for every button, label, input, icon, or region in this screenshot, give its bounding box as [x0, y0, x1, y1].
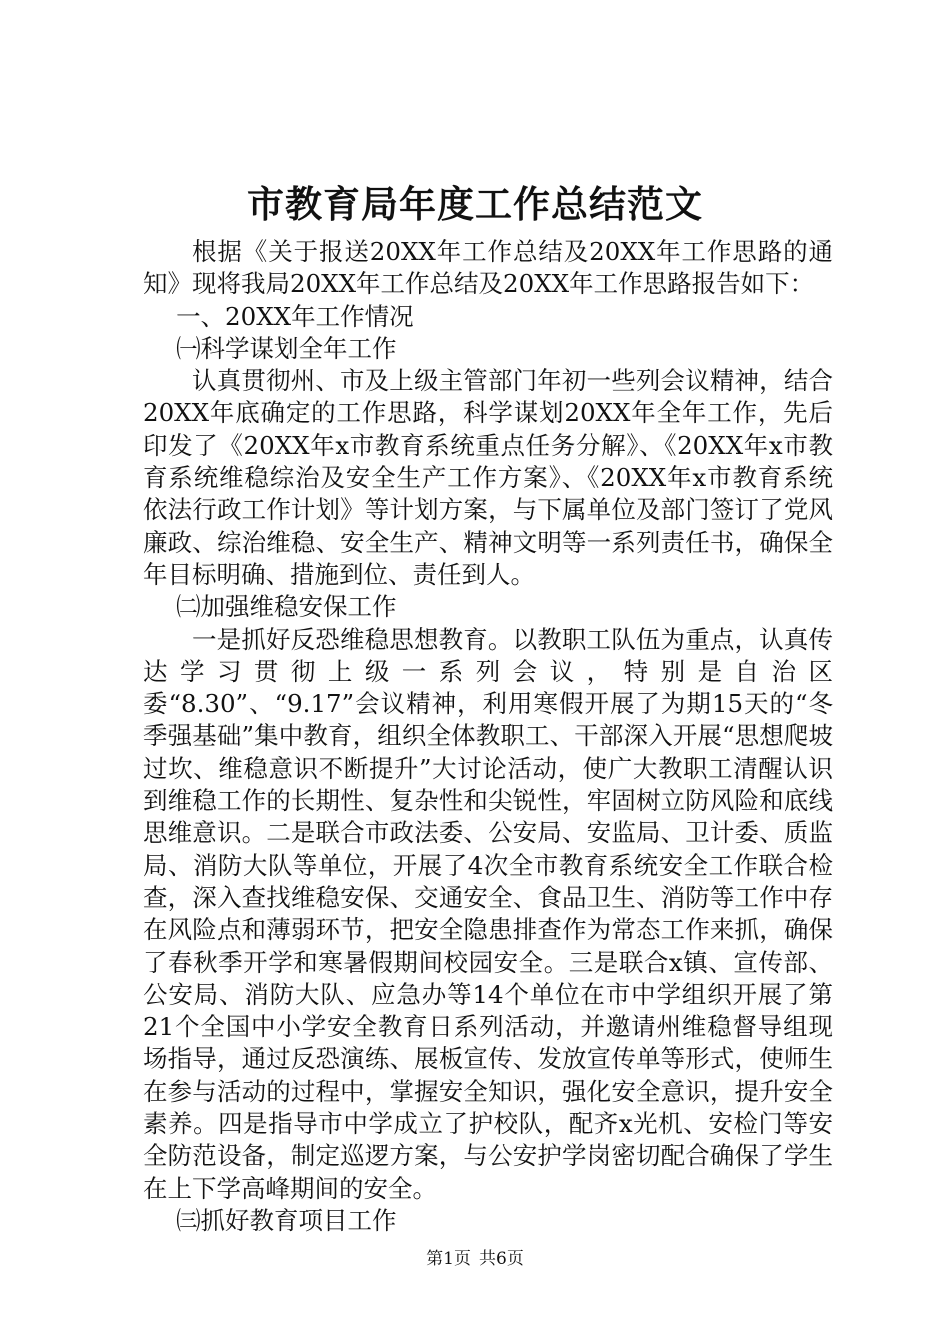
planning-paragraph: 认真贯彻州、市及上级主管部门年初一些列会议精神，结合20XX年底确定的工作思路，科学谋划20XX年全年工作，先后印发了《20XX年x市教育系统重点任务分解》、《20XX年x市教育系统维稳综治及安全生产工作方案》、《20XX年x市教育系统依法行政工作计划》等计划方案，与下属单位及部门签订了党风廉政、综治维稳、安全生产、精神文明等一系列责任书，确保全年目标明确、措施到位、责任到人。: [143, 366, 833, 589]
page-total: 共6页: [479, 1249, 524, 1269]
subsection-heading-security: ㈡加强维稳安保工作: [176, 592, 397, 622]
section-heading-work-status: 一、20XX年工作情况: [176, 301, 414, 331]
document-body: [143, 236, 833, 1237]
intro-paragraph: 根据《关于报送20XX年工作总结及20XX年工作思路的通知》现将我局20XX年工作总结及20XX年工作思路报告如下：: [143, 237, 833, 299]
page-number: 第1页: [426, 1249, 471, 1269]
page-footer: [0, 1248, 950, 1270]
document-title: 市教育局年度工作总结范文: [247, 182, 703, 226]
security-paragraph: 一是抓好反恐维稳思想教育。以教职工队伍为重点，认真传达学习贯彻上级一系列会议，特别是自治区委“8.30”、“9.17”会议精神，利用寒假开展了为期15天的“冬季强基础”集中教育，组织全体教职工、干部深入开展“思想爬坡过坎、维稳意识不断提升”大讨论活动，使广大教职工清醒认识到维稳工作的长期性、复杂性和尖锐性，牢固树立防风险和底线思维意识。二是联合市政法委、公安局、安监局、卫计委、质监局、消防大队等单位，开展了4次全市教育系统安全工作联合检查，深入查找维稳安保、交通安全、食品卫生、消防等工作中存在风险点和薄弱环节，把安全隐患排查作为常态工作来抓，确保了春秋季开学和寒暑假期间校园安全。三是联合x镇、宣传部、公安局、消防大队、应急办等14个单位在市中学组织开展了第21个全国中小学安全教育日系列活动，并邀请州维稳督导组现场指导，通过反恐演练、展板宣传、发放宣传单等形式，使师生在参与活动的过程中，掌握安全知识，强化安全意识，提升安全素养。四是指导市中学成立了护校队，配齐x光机、安检门等安全防范设备，制定巡逻方案，与公安护学岗密切配合确保了学生在上下学高峰期间的安全。: [143, 624, 833, 1203]
subsection-heading-planning: ㈠科学谋划全年工作: [176, 333, 397, 363]
subsection-heading-projects: ㈢抓好教育项目工作: [176, 1205, 397, 1235]
